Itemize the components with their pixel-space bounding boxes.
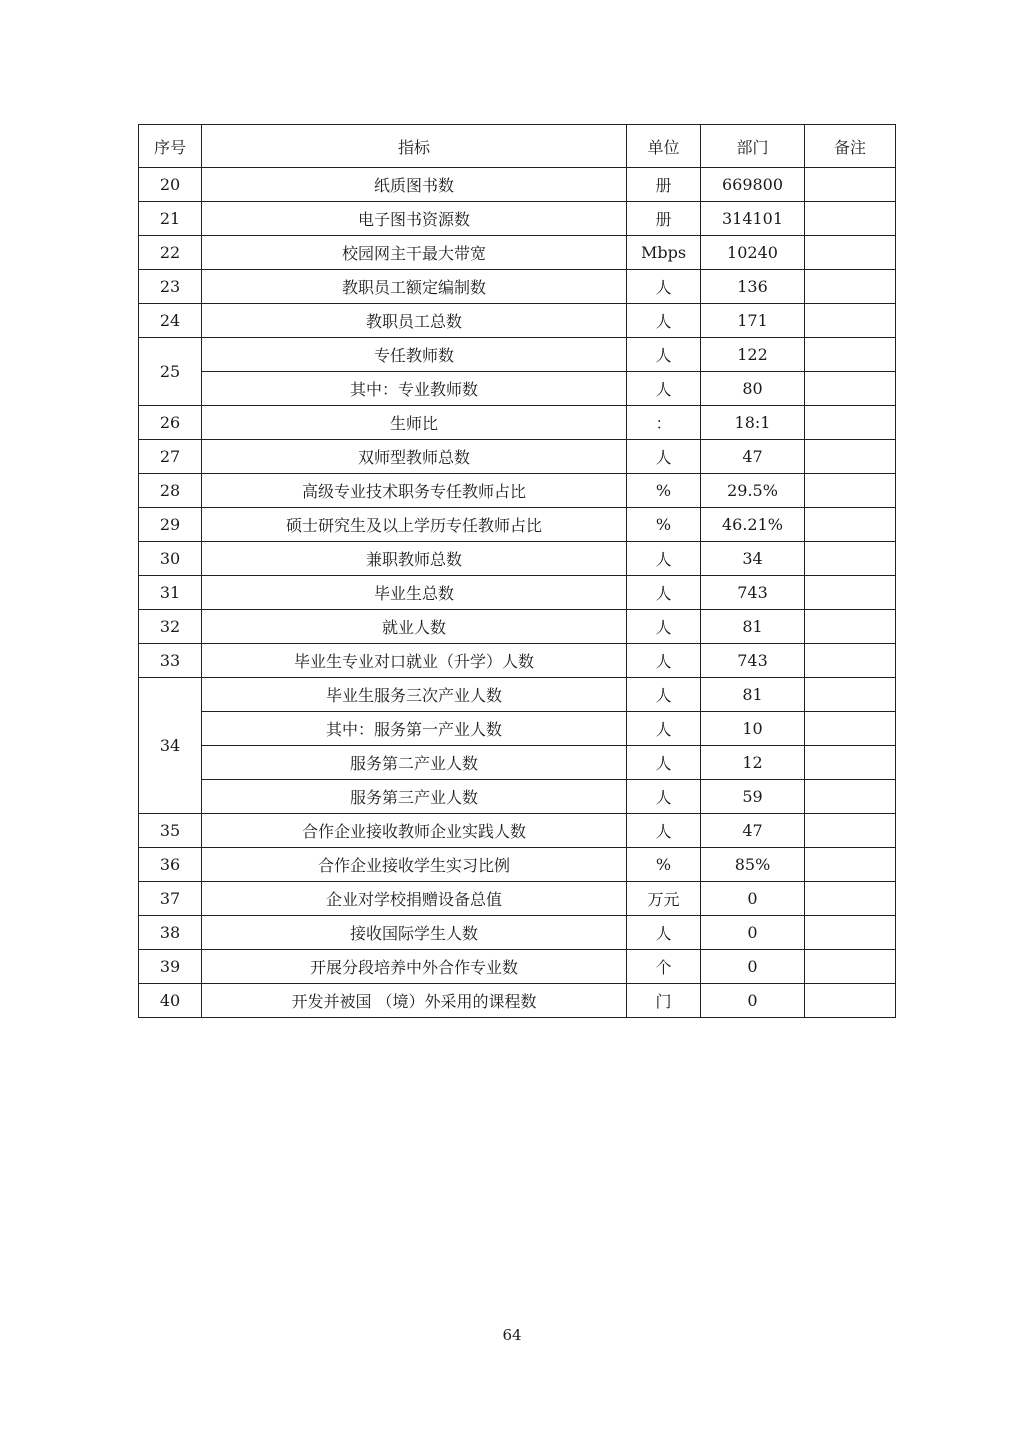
cell-unit: 人 [627,610,701,644]
cell-indicator: 其中：服务第一产业人数 [202,712,627,746]
header-dept: 部门 [701,125,805,168]
cell-note [805,542,896,576]
header-unit: 单位 [627,125,701,168]
cell-indicator: 企业对学校捐赠设备总值 [202,882,627,916]
table-row [139,270,896,304]
table-body [139,168,896,1018]
cell-note [805,746,896,780]
cell-indicator: 毕业生总数 [202,576,627,610]
cell-unit: % [627,474,701,508]
cell-unit: 人 [627,304,701,338]
indicator-table [138,124,896,1018]
header-row [139,125,896,168]
cell-note [805,780,896,814]
cell-seq: 22 [139,236,202,270]
cell-indicator: 合作企业接收教师企业实践人数 [202,814,627,848]
cell-indicator: 教职员工额定编制数 [202,270,627,304]
cell-seq: 26 [139,406,202,440]
cell-indicator: 生师比 [202,406,627,440]
cell-dept: 47 [701,814,805,848]
cell-indicator: 兼职教师总数 [202,542,627,576]
table-row [139,542,896,576]
cell-note [805,202,896,236]
cell-dept: 0 [701,882,805,916]
cell-dept: 47 [701,440,805,474]
cell-unit: 人 [627,644,701,678]
cell-unit: 人 [627,678,701,712]
cell-dept: 0 [701,916,805,950]
cell-indicator: 教职员工总数 [202,304,627,338]
cell-seq: 31 [139,576,202,610]
cell-note [805,644,896,678]
cell-indicator: 接收国际学生人数 [202,916,627,950]
cell-dept: 18:1 [701,406,805,440]
cell-unit: 人 [627,542,701,576]
table-row [139,882,896,916]
cell-unit: 人 [627,338,701,372]
cell-dept: 136 [701,270,805,304]
header-indicator: 指标 [202,125,627,168]
cell-dept: 10240 [701,236,805,270]
table-header [139,125,896,168]
cell-note [805,610,896,644]
cell-seq: 37 [139,882,202,916]
cell-indicator: 服务第三产业人数 [202,780,627,814]
cell-indicator: 高级专业技术职务专任教师占比 [202,474,627,508]
cell-dept: 743 [701,644,805,678]
cell-indicator: 双师型教师总数 [202,440,627,474]
cell-seq: 32 [139,610,202,644]
cell-note [805,882,896,916]
cell-dept: 59 [701,780,805,814]
cell-dept: 46.21% [701,508,805,542]
cell-note [805,984,896,1018]
cell-indicator: 电子图书资源数 [202,202,627,236]
table-row [139,780,896,814]
cell-unit: % [627,848,701,882]
cell-note [805,440,896,474]
cell-note [805,372,896,406]
cell-note [805,576,896,610]
cell-unit: 人 [627,712,701,746]
cell-unit: 人 [627,780,701,814]
table-row [139,916,896,950]
cell-note [805,712,896,746]
table-row [139,338,896,372]
cell-seq: 29 [139,508,202,542]
cell-note [805,814,896,848]
cell-seq: 21 [139,202,202,236]
table-row [139,746,896,780]
cell-indicator: 纸质图书数 [202,168,627,202]
cell-unit: % [627,508,701,542]
table-row [139,814,896,848]
cell-seq: 25 [139,338,202,406]
cell-indicator: 毕业生专业对口就业（升学）人数 [202,644,627,678]
table-row [139,950,896,984]
cell-unit: 册 [627,202,701,236]
cell-seq: 33 [139,644,202,678]
cell-indicator: 合作企业接收学生实习比例 [202,848,627,882]
cell-unit: 人 [627,440,701,474]
cell-indicator: 就业人数 [202,610,627,644]
cell-dept: 80 [701,372,805,406]
cell-seq: 38 [139,916,202,950]
cell-dept: 743 [701,576,805,610]
table-row [139,202,896,236]
cell-seq: 20 [139,168,202,202]
page-number: 64 [502,1326,522,1344]
cell-note [805,304,896,338]
cell-note [805,848,896,882]
cell-indicator: 专任教师数 [202,338,627,372]
cell-unit: 人 [627,746,701,780]
cell-dept: 81 [701,678,805,712]
table-row [139,848,896,882]
cell-dept: 314101 [701,202,805,236]
cell-seq: 27 [139,440,202,474]
table-row [139,406,896,440]
table-row [139,712,896,746]
cell-unit: Mbps [627,236,701,270]
cell-unit: 人 [627,372,701,406]
table-row [139,372,896,406]
cell-dept: 29.5% [701,474,805,508]
cell-dept: 0 [701,950,805,984]
cell-note [805,270,896,304]
table-row [139,644,896,678]
cell-note [805,508,896,542]
cell-indicator: 开展分段培养中外合作专业数 [202,950,627,984]
cell-dept: 10 [701,712,805,746]
cell-indicator: 毕业生服务三次产业人数 [202,678,627,712]
cell-note [805,474,896,508]
cell-unit: 门 [627,984,701,1018]
cell-indicator: 校园网主干最大带宽 [202,236,627,270]
cell-dept: 12 [701,746,805,780]
table-row [139,984,896,1018]
cell-unit: 人 [627,814,701,848]
cell-dept: 85% [701,848,805,882]
table-row [139,440,896,474]
cell-seq: 40 [139,984,202,1018]
table-row [139,678,896,712]
cell-seq: 39 [139,950,202,984]
cell-dept: 34 [701,542,805,576]
cell-unit: 人 [627,916,701,950]
cell-note [805,236,896,270]
header-note: 备注 [805,125,896,168]
cell-note [805,406,896,440]
cell-dept: 0 [701,984,805,1018]
cell-indicator: 服务第二产业人数 [202,746,627,780]
cell-note [805,168,896,202]
cell-dept: 122 [701,338,805,372]
cell-dept: 669800 [701,168,805,202]
table-row [139,168,896,202]
cell-seq: 34 [139,678,202,814]
cell-note [805,338,896,372]
cell-unit: ： [627,406,701,440]
cell-note [805,678,896,712]
cell-indicator: 开发并被国 （境）外采用的课程数 [202,984,627,1018]
cell-note [805,950,896,984]
cell-unit: 万元 [627,882,701,916]
cell-unit: 人 [627,270,701,304]
table-row [139,610,896,644]
cell-seq: 35 [139,814,202,848]
table-row [139,576,896,610]
cell-indicator: 其中：专业教师数 [202,372,627,406]
cell-unit: 册 [627,168,701,202]
cell-seq: 30 [139,542,202,576]
table-row [139,508,896,542]
table-row [139,304,896,338]
table-row [139,236,896,270]
cell-seq: 24 [139,304,202,338]
header-seq: 序号 [139,125,202,168]
cell-indicator: 硕士研究生及以上学历专任教师占比 [202,508,627,542]
cell-note [805,916,896,950]
cell-seq: 36 [139,848,202,882]
cell-seq: 28 [139,474,202,508]
cell-unit: 个 [627,950,701,984]
cell-seq: 23 [139,270,202,304]
cell-unit: 人 [627,576,701,610]
cell-dept: 171 [701,304,805,338]
cell-dept: 81 [701,610,805,644]
table-row [139,474,896,508]
